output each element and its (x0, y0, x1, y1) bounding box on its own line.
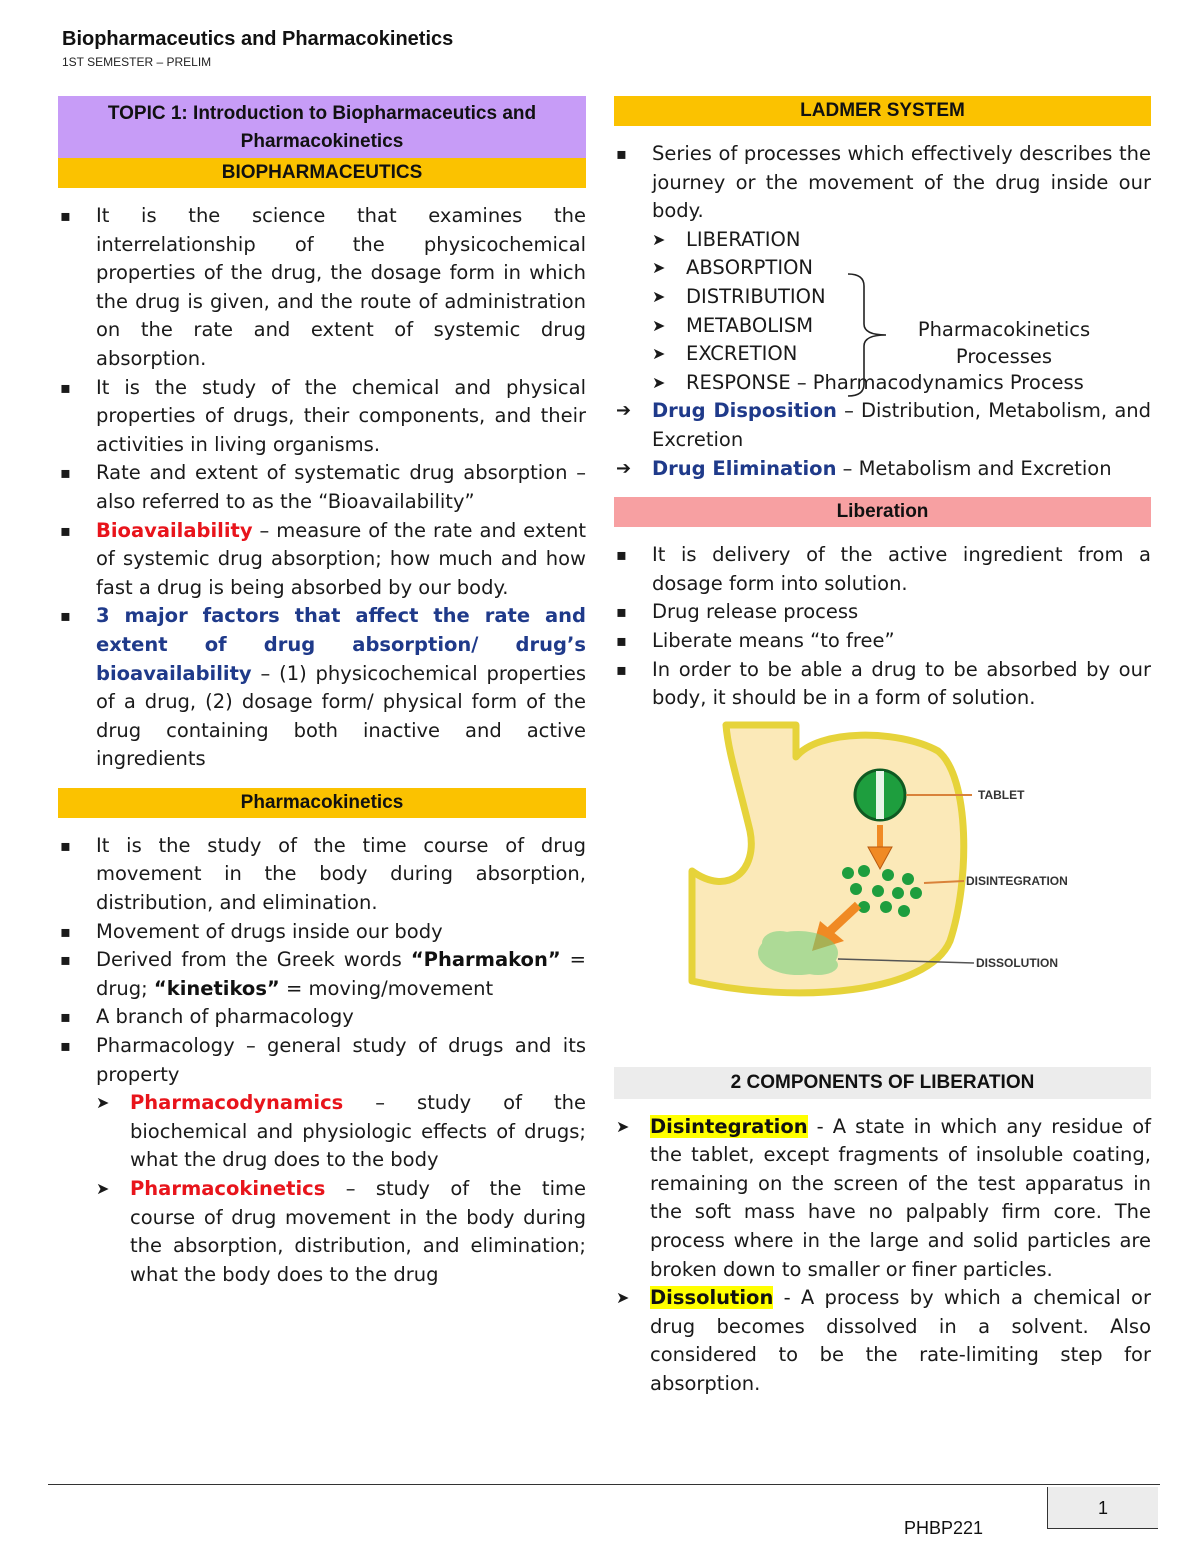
list-item: ➔ Drug Elimination – Metabolism and Excretion (614, 455, 1151, 484)
ladmer-section (614, 140, 1151, 483)
ladmer-step: ➤ LIBERATION (650, 226, 1151, 255)
ladmer-step: ➤ DISTRIBUTION (650, 283, 1151, 312)
major-factors-term: 3 major factors that affect the rate and extent of drug absorption/ drug’s bioavailability (96, 604, 586, 685)
footer-rule (48, 1484, 1160, 1485)
dissolution-term: Dissolution (650, 1286, 774, 1310)
label-disintegration: DISINTEGRATION (966, 873, 1068, 888)
components-list (614, 1113, 1151, 1399)
label-dissolution: DISSOLUTION (976, 955, 1059, 970)
list-item: ▪ Rate and extent of systematic drug absorption – also referred to as the “Bioavailability” (58, 459, 586, 516)
list-item: ▪ It is delivery of the active ingredient from a dosage form into solution. (614, 541, 1151, 598)
list-item: ➤ Pharmacokinetics – study of the time course of drug movement in the body during the absorption, distribution, and elimination; what the body does to the drug (94, 1175, 586, 1289)
liberation-list (614, 541, 1151, 713)
course-code: PHBP221 (904, 1518, 984, 1538)
list-item: ▪ It is the study of the chemical and physical properties of drugs, their components, and their activities in living organisms. (58, 374, 586, 460)
list-item: ▪ Movement of drugs inside our body (58, 918, 586, 947)
list-item: ▪ Derived from the Greek words “Pharmakon” = drug; “kinetikos” = moving/movement (58, 946, 586, 1003)
document-subtitle: 1ST SEMESTER – PRELIM (62, 55, 212, 69)
pharmacodynamics-term: Pharmacodynamics (130, 1091, 344, 1115)
document-title: Biopharmaceutics and Pharmacokinetics (62, 28, 454, 50)
left-column (58, 96, 586, 1289)
bioavailability-term: Bioavailability (96, 518, 253, 542)
curly-brace-icon (846, 272, 890, 398)
list-item: ▪ Pharmacology – general study of drugs and its property (58, 1032, 586, 1089)
disposition-list (614, 397, 1151, 483)
list-item: ➤ Dissolution - A process by which a chemical or drug becomes dissolved in a solvent. Also considered to be the rate-limiting step for absorption. (614, 1284, 1151, 1398)
list-item: ➤ Pharmacodynamics – study of the biochemical and physiologic effects of drugs; what the drug does to the body (94, 1089, 586, 1175)
components-header: 2 COMPONENTS OF LIBERATION (614, 1067, 1151, 1099)
tablet-icon (855, 770, 905, 820)
list-item: ▪ 3 major factors that affect the rate and extent of drug absorption/ drug’s bioavailability – (1) physicochemical properties of a drug, (2) dosage form/ physical form of the drug containing both inactive and active ingredients (58, 602, 586, 774)
drug-elimination-term: Drug Elimination (652, 456, 837, 480)
stomach-liberation-figure (688, 721, 1078, 1001)
dissolution-cloud (758, 931, 838, 975)
list-item: ▪ In order to be able a drug to be absorbed by our body, it should be in a form of solution. (614, 656, 1151, 713)
list-item: ▪ It is the study of the time course of drug movement in the body during absorption, distribution, and elimination. (58, 832, 586, 918)
ladmer-step: ➤ RESPONSE – Pharmacodynamics Process (650, 369, 1151, 398)
biopharmaceutics-list (58, 202, 586, 774)
disintegration-term: Disintegration (650, 1114, 808, 1138)
ladmer-header: LADMER SYSTEM (614, 96, 1151, 126)
ladmer-step: ➤ METABOLISM (650, 312, 1151, 341)
right-column (614, 96, 1151, 1399)
biopharmaceutics-header: BIOPHARMACEUTICS (58, 158, 586, 188)
pharmacokinetics-term: Pharmacokinetics (130, 1177, 326, 1200)
list-item: ▪ Bioavailability – measure of the rate and extent of systemic drug absorption; how much and how fast a drug is being absorbed by our body. (58, 517, 586, 603)
label-tablet: TABLET (978, 787, 1025, 802)
list-item: ➤ Disintegration - A state in which any residue of the tablet, except fragments of insoluble coating, remaining on the screen of the test apparatus in the soft mass have no palpably firm core. The process where in the large and solid particles are broken down to smaller or finer particles. (614, 1113, 1151, 1285)
pharmacokinetics-list (58, 832, 586, 1089)
pharmacology-sublist (94, 1089, 586, 1289)
list-item: ➔ Drug Disposition – Distribution, Metabolism, and Excretion (614, 397, 1151, 454)
list-item: ▪ It is the science that examines the interrelationship of the physicochemical properties of the drug, the dosage form in which the drug is given, and the route of administration on the rate and extent of systemic drug absorption. (58, 202, 586, 374)
list-item: ▪ Drug release process (614, 598, 1151, 627)
ladmer-step: ➤ EXCRETION (650, 340, 1151, 369)
topic-title: TOPIC 1: Introduction to Biopharmaceutics and Pharmacokinetics (58, 96, 586, 158)
list-item: ▪ Series of processes which effectively describes the journey or the movement of the drug inside our body. (614, 140, 1151, 226)
page-number: 1 (1047, 1487, 1158, 1529)
ladmer-steps (650, 226, 1151, 398)
drug-disposition-term: Drug Disposition (652, 399, 837, 423)
list-item: ▪ A branch of pharmacology (58, 1003, 586, 1032)
liberation-header: Liberation (614, 497, 1151, 527)
ladmer-step: ➤ ABSORPTION (650, 254, 1151, 283)
pk-processes-label: Pharmacokinetics Processes (917, 318, 1091, 368)
list-item: ▪ Liberate means “to free” (614, 627, 1151, 656)
pharmacokinetics-header: Pharmacokinetics (58, 788, 586, 818)
